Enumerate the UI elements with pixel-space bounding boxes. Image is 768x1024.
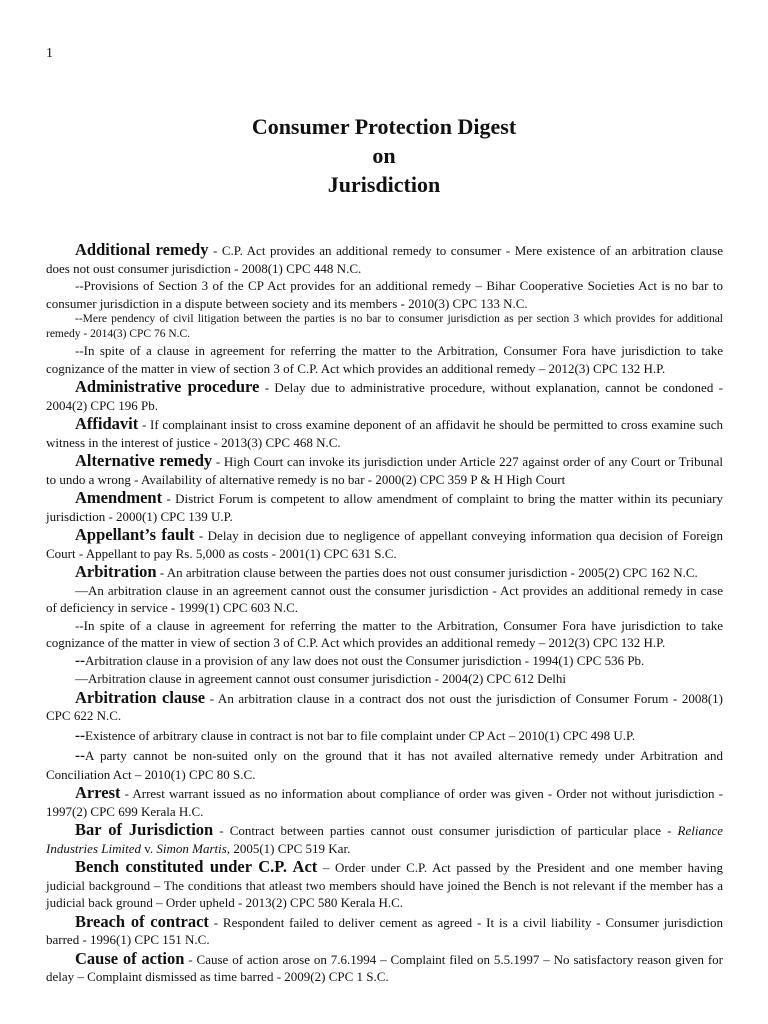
entry-text: - An arbitration clause in a contract dos not oust the jurisdiction of Consumer Forum - 2008(1) CPC 622 N.C. — [46, 690, 723, 723]
entry-text: - Respondent failed to deliver cement as agreed - It is a civil liability - Consumer jurisdiction barred - 1996(1) CPC 151 N.C. — [46, 914, 723, 947]
entry-sub: --Provisions of Section 3 of the CP Act provides for an additional remedy – Bihar Cooperative Societies Act is no bar to consumer jurisdiction in a dispute between society and its members - 2010(3) CPC 133 N.C. — [46, 278, 723, 311]
dash-prefix: -- — [75, 748, 85, 764]
entry-heading: Affidavit — [75, 414, 139, 433]
entry-heading: Arrest — [75, 783, 121, 802]
entry-affidavit — [46, 415, 723, 451]
entry-sub: --In spite of a clause in agreement for referring the matter to the Arbitration, Consumer Fora have jurisdiction to take cognizance of the matter in view of section 3 of C.P. Act which provides an additional remedy – 2012(3) CPC 132 H.P. — [46, 617, 723, 650]
digest-content — [46, 240, 723, 986]
title-line-3: Jurisdiction — [327, 172, 441, 197]
title-line-2: on — [372, 143, 396, 168]
entry-sub: —An arbitration clause in an agreement cannot oust the consumer jurisdiction - Act provides an additional remedy in case of deficiency in service - 1999(1) CPC 603 N.C. — [46, 582, 723, 615]
entry-sub: —Arbitration clause in agreement cannot oust consumer jurisdiction - 2004(2) CPC 612 Delhi — [75, 671, 567, 686]
title-line-1: Consumer Protection Digest — [251, 114, 517, 139]
entry-cause-of-action — [46, 950, 723, 986]
entry-heading: Arbitration — [75, 562, 157, 581]
entry-text: - C.P. Act provides an additional remedy to consumer - Mere existence of an arbitration clause does not oust consumer jurisdiction - 2008(1) CPC 448 N.C. — [46, 243, 723, 276]
entry-text: - Arrest warrant issued as no information about compliance of order was given - Order not without jurisdiction - 1997(2) CPC 699 Kerala H.C. — [46, 786, 723, 819]
entry-heading: Cause of action — [75, 948, 185, 968]
entry-appellants-fault — [46, 526, 723, 562]
entry-sub: --Existence of arbitrary clause in contract is not bar to file complaint under CP Act – 2010(1) CPC 498 U.P. — [75, 727, 636, 744]
entry-heading: Additional remedy — [75, 240, 209, 259]
entry-text: - Cause of action arose on 7.6.1994 – Complaint filed on 5.5.1997 – No satisfactory reason given for delay – Complaint dismissed as time barred - 2009(2) CPC 1 S.C. — [46, 951, 723, 984]
entry-heading: Bench constituted under C.P. Act — [75, 857, 318, 876]
document-title — [0, 112, 768, 199]
entry-bar-of-jurisdiction: Bar of Jurisdiction - Contract between parties cannot oust consumer jurisdiction of particular place - Reliance Industries Limited v. Simon Martis, 2005(1) CPC 519 Kar. — [46, 820, 723, 856]
entry-text: - District Forum is competent to allow amendment of complaint to bring the matter within its pecuniary jurisdiction - 2000(1) CPC 139 U.P. — [46, 491, 723, 524]
entry-additional-remedy — [46, 241, 723, 277]
entry-heading: Arbitration clause — [75, 687, 206, 707]
entry-arbitration-clause — [46, 689, 723, 725]
entry-heading: Alternative remedy — [75, 451, 213, 470]
dash-prefix: -- — [75, 727, 85, 744]
entry-text: - If complainant insist to cross examine deponent of an affidavit he should be permitted to cross examine such witness in the interest of justice - 2013(3) CPC 468 N.C. — [46, 417, 723, 450]
entry-heading: Bar of Jurisdiction — [75, 820, 214, 839]
entry-arbitration — [46, 563, 723, 582]
entry-administrative-procedure — [46, 378, 723, 414]
dash-prefix: -- — [75, 652, 85, 669]
entry-sub: --Mere pendency of civil litigation between the parties is no bar to consumer jurisdiction as per section 3 which provides for additional remedy - 2014(3) CPC 76 N.C. — [46, 313, 723, 340]
entry-heading: Administrative procedure — [75, 377, 260, 396]
entry-text: - Delay due to administrative procedure, without explanation, cannot be condoned - 2004(2) CPC 196 Pb. — [46, 380, 724, 413]
entry-text: - Delay in decision due to negligence of appellant conveying information qua decision of Foreign Court - Appellant to pay Rs. 5,000 as costs - 2001(1) CPC 631 S.C. — [46, 528, 723, 561]
entry-text: - High Court can invoke its jurisdiction under Article 227 against order of any Court or Tribunal to undo a wrong - Availability of alternative remedy is no bar - 2000(2) CPC 359 P & H High Court — [46, 454, 723, 487]
entry-amendment — [46, 489, 723, 525]
entry-breach-of-contract — [46, 913, 723, 949]
entry-text: – Order under C.P. Act passed by the President and one member having judicial background – The conditions that atleast two members should have joined the Bench is not relevant if the member has a judicial back ground – Order upheld - 2013(2) CPC 580 Kerala H.C. — [46, 860, 723, 910]
entry-bench-constituted — [46, 858, 723, 912]
entry-sub: --A party cannot be non-suited only on the ground that it has not availed alternative remedy under Arbitration and Conciliation Act – 2010(1) CPC 80 S.C. — [46, 748, 723, 782]
entry-sub: --In spite of a clause in agreement for referring the matter to the Arbitration, Consumer Fora have jurisdiction to take cognizance of the matter in view of section 3 of C.P. Act which provides an additional remedy – 2012(3) CPC 132 H.P. — [46, 343, 723, 376]
page-number: 1 — [46, 46, 53, 61]
entry-arrest — [46, 784, 723, 820]
case-party-2: Simon Martis, — [156, 840, 231, 856]
entry-alternative-remedy — [46, 452, 723, 488]
case-party-1: Reliance Industries Limited — [46, 823, 723, 856]
entry-sub: --Arbitration clause in a provision of any law does not oust the Consumer jurisdiction - 1994(1) CPC 536 Pb. — [75, 652, 645, 669]
entry-heading: Appellant’s fault — [75, 525, 195, 544]
entry-text: - An arbitration clause between the parties does not oust consumer jurisdiction - 2005(2) CPC 162 N.C. — [156, 565, 698, 580]
entry-text: - Contract between parties cannot oust consumer jurisdiction of particular place - — [213, 823, 678, 838]
entry-heading: Breach of contract — [75, 911, 209, 931]
entry-heading: Amendment — [75, 488, 163, 507]
